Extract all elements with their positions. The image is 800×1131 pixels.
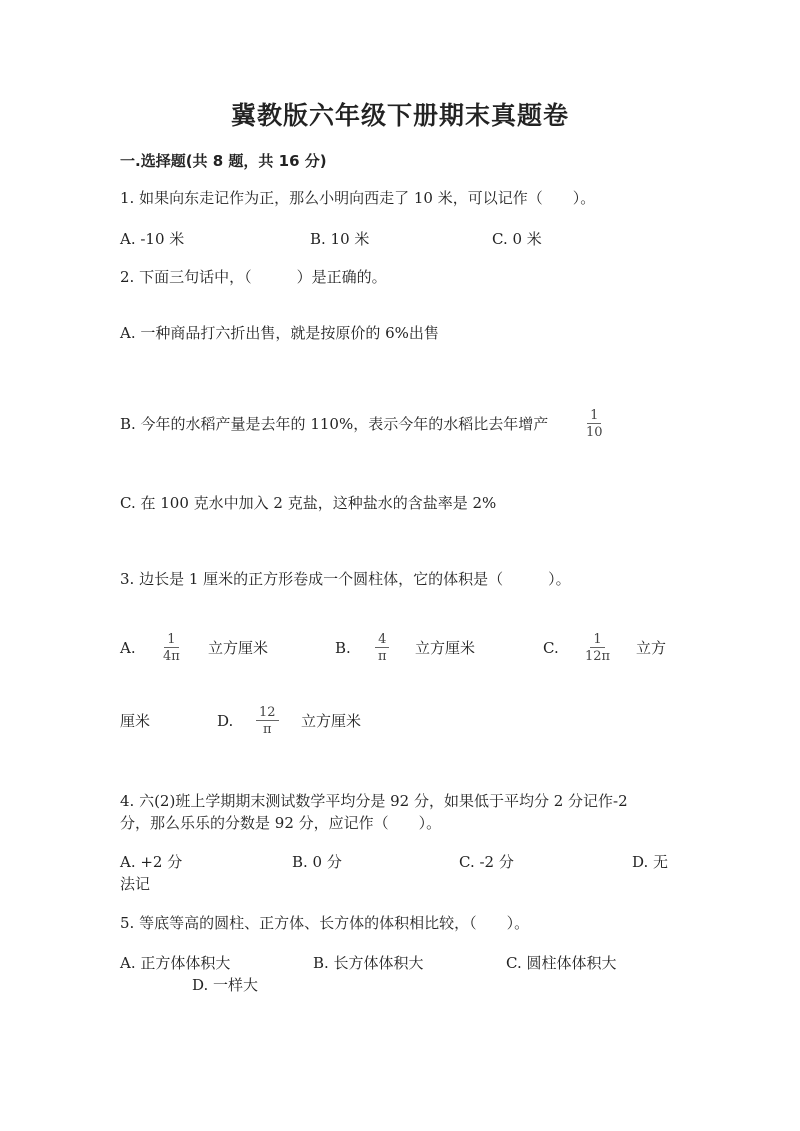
q1-option-c: C. 0 米 <box>492 230 542 248</box>
q3-option-a-label: A. <box>120 639 136 657</box>
q1-stem: 1. 如果向东走记作为正，那么小明向西走了 10 米，可以记作（ ）。 <box>120 189 596 207</box>
q3-option-b-unit: 立方厘米 <box>415 639 476 657</box>
q4-stem-line-1: 4. 六(2)班上学期期末测试数学平均分是 92 分，如果低于平均分 2 分记作-2 <box>120 792 628 810</box>
q3-option-b-label: B. <box>335 639 351 657</box>
fraction-numerator: 1 <box>164 632 178 648</box>
q2-option-a: A. 一种商品打六折出售，就是按原价的 6%出售 <box>120 324 439 342</box>
q4-option-a: A. +2 分 <box>120 853 183 871</box>
fraction-numerator: 1 <box>590 632 604 648</box>
q4-option-c: C. -2 分 <box>459 853 514 871</box>
q5-option-c: C. 圆柱体体积大 <box>506 954 617 972</box>
fraction-denominator: π <box>378 649 387 664</box>
section-heading: 一.选择题(共 8 题，共 16 分) <box>120 152 327 170</box>
q3-option-a-fraction <box>160 632 183 664</box>
q4-stem-line-2: 分，那么乐乐的分数是 92 分，应记作（ ）。 <box>120 814 442 832</box>
q3-option-d-label: D. <box>217 712 234 730</box>
fraction-denominator: 12π <box>585 649 611 664</box>
q4-option-b: B. 0 分 <box>292 853 342 871</box>
q3-option-c-unit-1: 立方 <box>636 639 667 657</box>
q4-option-d-line-1: D. 无 <box>632 853 669 871</box>
q5-option-a: A. 正方体体积大 <box>120 954 231 972</box>
fraction-numerator: 12 <box>256 705 279 721</box>
q5-option-d: D. 一样大 <box>192 976 259 994</box>
q5-stem: 5. 等底等高的圆柱、正方体、长方体的体积相比较，（ ）。 <box>120 914 530 932</box>
q2-option-b: B. 今年的水稻产量是去年的 110%，表示今年的水稻比去年增产 <box>120 415 549 433</box>
q3-option-c-unit-2: 厘米 <box>120 712 151 730</box>
fraction-numerator: 4 <box>375 632 389 648</box>
q3-option-c-fraction <box>582 632 613 664</box>
fraction-denominator: 10 <box>586 425 603 440</box>
q2-stem: 2. 下面三句话中，（ ）是正确的。 <box>120 268 387 286</box>
q4-option-d-line-2: 法记 <box>120 875 151 893</box>
q3-option-d-fraction <box>256 705 279 737</box>
q3-option-c-label: C. <box>543 639 559 657</box>
q5-option-b: B. 长方体体积大 <box>313 954 424 972</box>
fraction-denominator: 4π <box>163 649 180 664</box>
fraction-numerator: 1 <box>587 408 601 424</box>
q1-option-b: B. 10 米 <box>310 230 370 248</box>
q3-option-b-fraction <box>375 632 390 664</box>
q1-option-a: A. -10 米 <box>120 230 185 248</box>
page-title: 冀教版六年级下册期末真题卷 <box>230 101 569 130</box>
q3-option-d-unit: 立方厘米 <box>301 712 362 730</box>
q3-option-a-unit: 立方厘米 <box>208 639 269 657</box>
q2-option-c: C. 在 100 克水中加入 2 克盐，这种盐水的含盐率是 2% <box>120 494 497 512</box>
q2-option-b-fraction <box>583 408 606 440</box>
fraction-denominator: π <box>263 722 272 737</box>
q3-stem: 3. 边长是 1 厘米的正方形卷成一个圆柱体，它的体积是（ ）。 <box>120 570 571 588</box>
